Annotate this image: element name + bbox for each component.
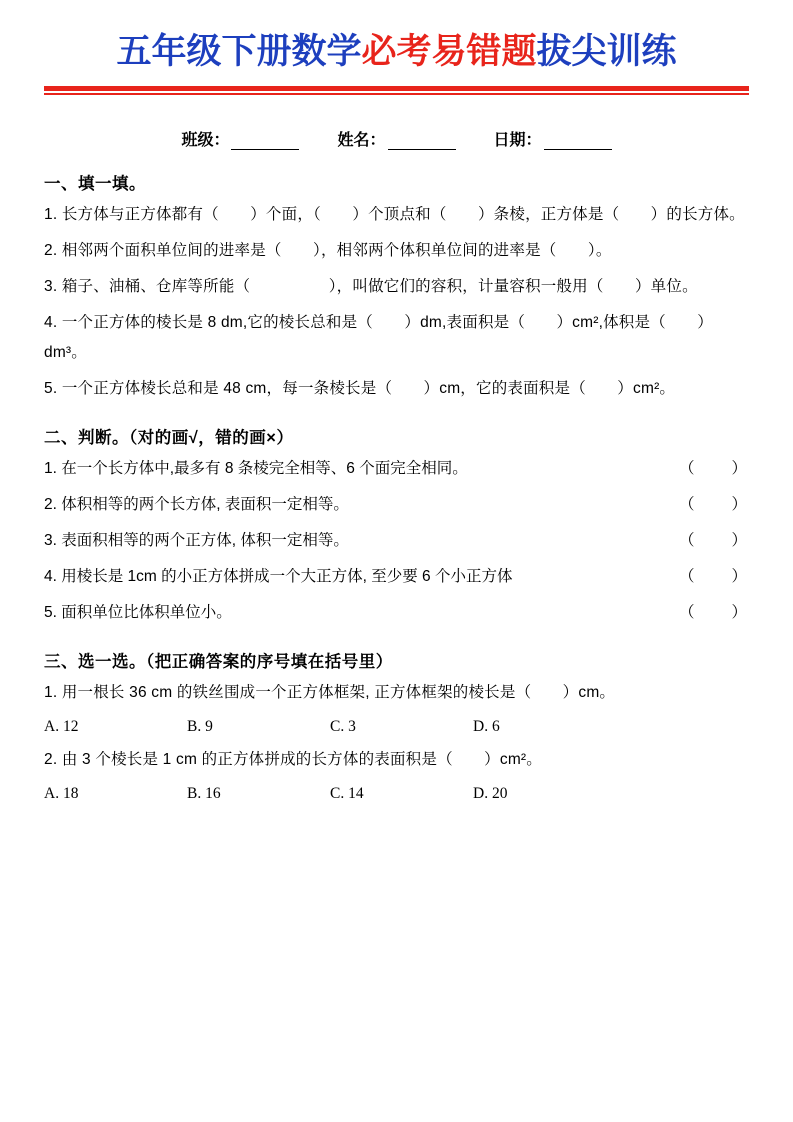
- name-field: [337, 127, 455, 150]
- question-3-2: 2. 由 3 个棱长是 1 cm 的正方体拼成的长方体的表面积是（ ）cm²。: [44, 751, 542, 768]
- choice-1-b[interactable]: B. 9: [187, 718, 213, 735]
- choice-2-a[interactable]: A. 18: [44, 785, 79, 802]
- name-label: 姓名：: [337, 132, 386, 149]
- judge-item-5: [44, 598, 749, 628]
- judge-text-4: 4. 用棱长是 1cm 的小正方体拼成一个大正方体, 至少要 6 个小正方体: [44, 568, 513, 585]
- class-field: [181, 127, 299, 150]
- class-input-blank[interactable]: [231, 134, 299, 150]
- choice-1-c[interactable]: C. 3: [330, 718, 356, 735]
- class-label: 班级：: [181, 132, 230, 149]
- judge-item-2: [44, 490, 749, 520]
- choice-1-a[interactable]: A. 12: [44, 718, 79, 735]
- judge-answer-blank-4[interactable]: （ ）: [678, 568, 749, 585]
- choice-row-1: [44, 712, 749, 742]
- student-info-row: [44, 127, 749, 150]
- judge-item-4: [44, 562, 749, 592]
- title-part-2: 必考易错题: [361, 32, 537, 72]
- judge-answer-blank-1[interactable]: （ ）: [678, 460, 749, 477]
- choice-2-c[interactable]: C. 14: [330, 785, 364, 802]
- question-1-5: 5. 一个正方体棱长总和是 48 cm，每一条棱长是（ ）cm，它的表面积是（ ）cm²。: [44, 380, 676, 397]
- page-title: [44, 30, 749, 74]
- choice-1-d[interactable]: D. 6: [473, 718, 500, 735]
- date-label: 日期：: [493, 132, 542, 149]
- judge-text-3: 3. 表面积相等的两个正方体, 体积一定相等。: [44, 532, 349, 549]
- date-input-blank[interactable]: [544, 134, 612, 150]
- question-1-1: 1. 长方体与正方体都有（ ）个面，（ ）个顶点和（ ）条棱，正方体是（ ）的长方体。: [44, 206, 745, 223]
- judge-answer-blank-5[interactable]: （ ）: [678, 604, 749, 621]
- question-1-2: 2. 相邻两个面积单位间的进率是（ ），相邻两个体积单位间的进率是（ ）。: [44, 242, 612, 259]
- question-1-3: 3. 箱子、油桶、仓库等所能（ ），叫做它们的容积，计量容积一般用（ ）单位。: [44, 278, 698, 295]
- judge-text-2: 2. 体积相等的两个长方体, 表面积一定相等。: [44, 496, 349, 513]
- judge-text-5: 5. 面积单位比体积单位小。: [44, 604, 232, 621]
- section-heading-3: 三、选一选。（把正确答案的序号填在括号里）: [44, 653, 393, 671]
- judge-item-1: [44, 454, 749, 484]
- choice-2-d[interactable]: D. 20: [473, 785, 508, 802]
- choice-2-b[interactable]: B. 16: [187, 785, 221, 802]
- date-field: [494, 127, 612, 150]
- question-1-4: 4. 一个正方体的棱长是 8 dm,它的棱长总和是（ ）dm,表面积是（ ）cm²,体积是（ ）dm³。: [44, 314, 713, 361]
- title-divider: [44, 86, 749, 95]
- judge-text-1: 1. 在一个长方体中,最多有 8 条棱完全相等、6 个面完全相同。: [44, 460, 468, 477]
- judge-item-3: [44, 526, 749, 556]
- title-part-3: 拔尖训练: [536, 32, 677, 72]
- choice-row-2: [44, 779, 749, 809]
- judge-answer-blank-3[interactable]: （ ）: [678, 532, 749, 549]
- title-block: [44, 0, 749, 74]
- judge-answer-blank-2[interactable]: （ ）: [678, 496, 749, 513]
- title-part-1: 五年级下册数学: [116, 32, 362, 72]
- name-input-blank[interactable]: [388, 134, 456, 150]
- question-3-1: 1. 用一根长 36 cm 的铁丝围成一个正方体框架, 正方体框架的棱长是（ ）cm。: [44, 684, 616, 701]
- divider-thin: [44, 93, 749, 95]
- section-heading-1: 一、填一填。: [44, 175, 146, 193]
- section-heading-2: 二、判断。（对的画√，错的画×）: [44, 429, 294, 447]
